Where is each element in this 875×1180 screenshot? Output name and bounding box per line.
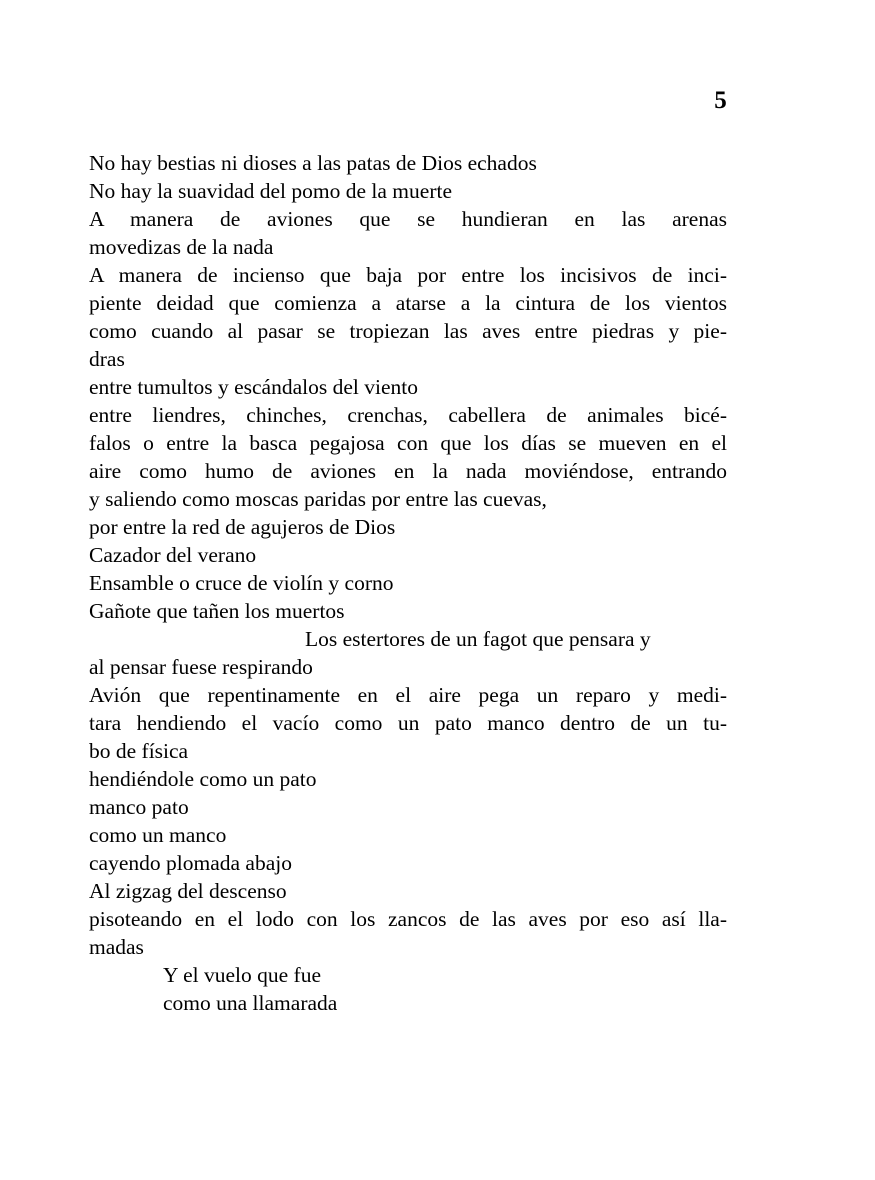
poem-line: Avión que repentinamente en el aire pega un reparo y medi- (89, 683, 727, 707)
poem-lines-container (89, 149, 727, 1017)
poem-line: tara hendiendo el vacío como un pato manco dentro de un tu- (89, 711, 727, 735)
poem-line: como cuando al pasar se tropiezan las aves entre piedras y pie- (89, 319, 727, 343)
poem-line: piente deidad que comienza a atarse a la cintura de los vientos (89, 291, 727, 315)
poem-text-block (89, 149, 727, 1017)
poem-line: manco pato (89, 795, 189, 819)
page-number: 5 (714, 87, 727, 114)
poem-line: madas (89, 935, 144, 959)
poem-line: Ensamble o cruce de violín y corno (89, 571, 394, 595)
poem-line: como un manco (89, 823, 227, 847)
poem-line: dras (89, 347, 125, 371)
poem-line: entre tumultos y escándalos del viento (89, 375, 418, 399)
poem-line: Gañote que tañen los muertos (89, 599, 345, 623)
poem-line: movedizas de la nada (89, 235, 274, 259)
poem-line: A manera de incienso que baja por entre los incisivos de inci- (89, 263, 727, 287)
poem-line: entre liendres, chinches, crenchas, cabellera de animales bicé- (89, 403, 727, 427)
poem-line: Y el vuelo que fue (163, 963, 322, 987)
poem-line: hendiéndole como un pato (89, 767, 317, 791)
poem-line: pisoteando en el lodo con los zancos de las aves por eso así lla- (89, 907, 727, 931)
poem-line: No hay la suavidad del pomo de la muerte (89, 179, 453, 203)
poem-line: Los estertores de un fagot que pensara y (305, 627, 651, 651)
poem-line: Al zigzag del descenso (89, 879, 287, 903)
poem-line: al pensar fuese respirando (89, 655, 313, 679)
poem-line: como una llamarada (163, 991, 338, 1015)
poem-line: bo de física (89, 739, 189, 763)
poem-line: cayendo plomada abajo (89, 851, 292, 875)
poem-line: aire como humo de aviones en la nada moviéndose, entrando (89, 459, 727, 483)
poem-line: Cazador del verano (89, 543, 257, 567)
poem-line: y saliendo como moscas paridas por entre las cuevas, (89, 487, 547, 511)
poem-line: por entre la red de agujeros de Dios (89, 515, 396, 539)
poem-line: falos o entre la basca pegajosa con que los días se mueven en el (89, 431, 727, 455)
poem-line: No hay bestias ni dioses a las patas de Dios echados (89, 151, 537, 175)
poem-line: A manera de aviones que se hundieran en las arenas (89, 207, 727, 231)
